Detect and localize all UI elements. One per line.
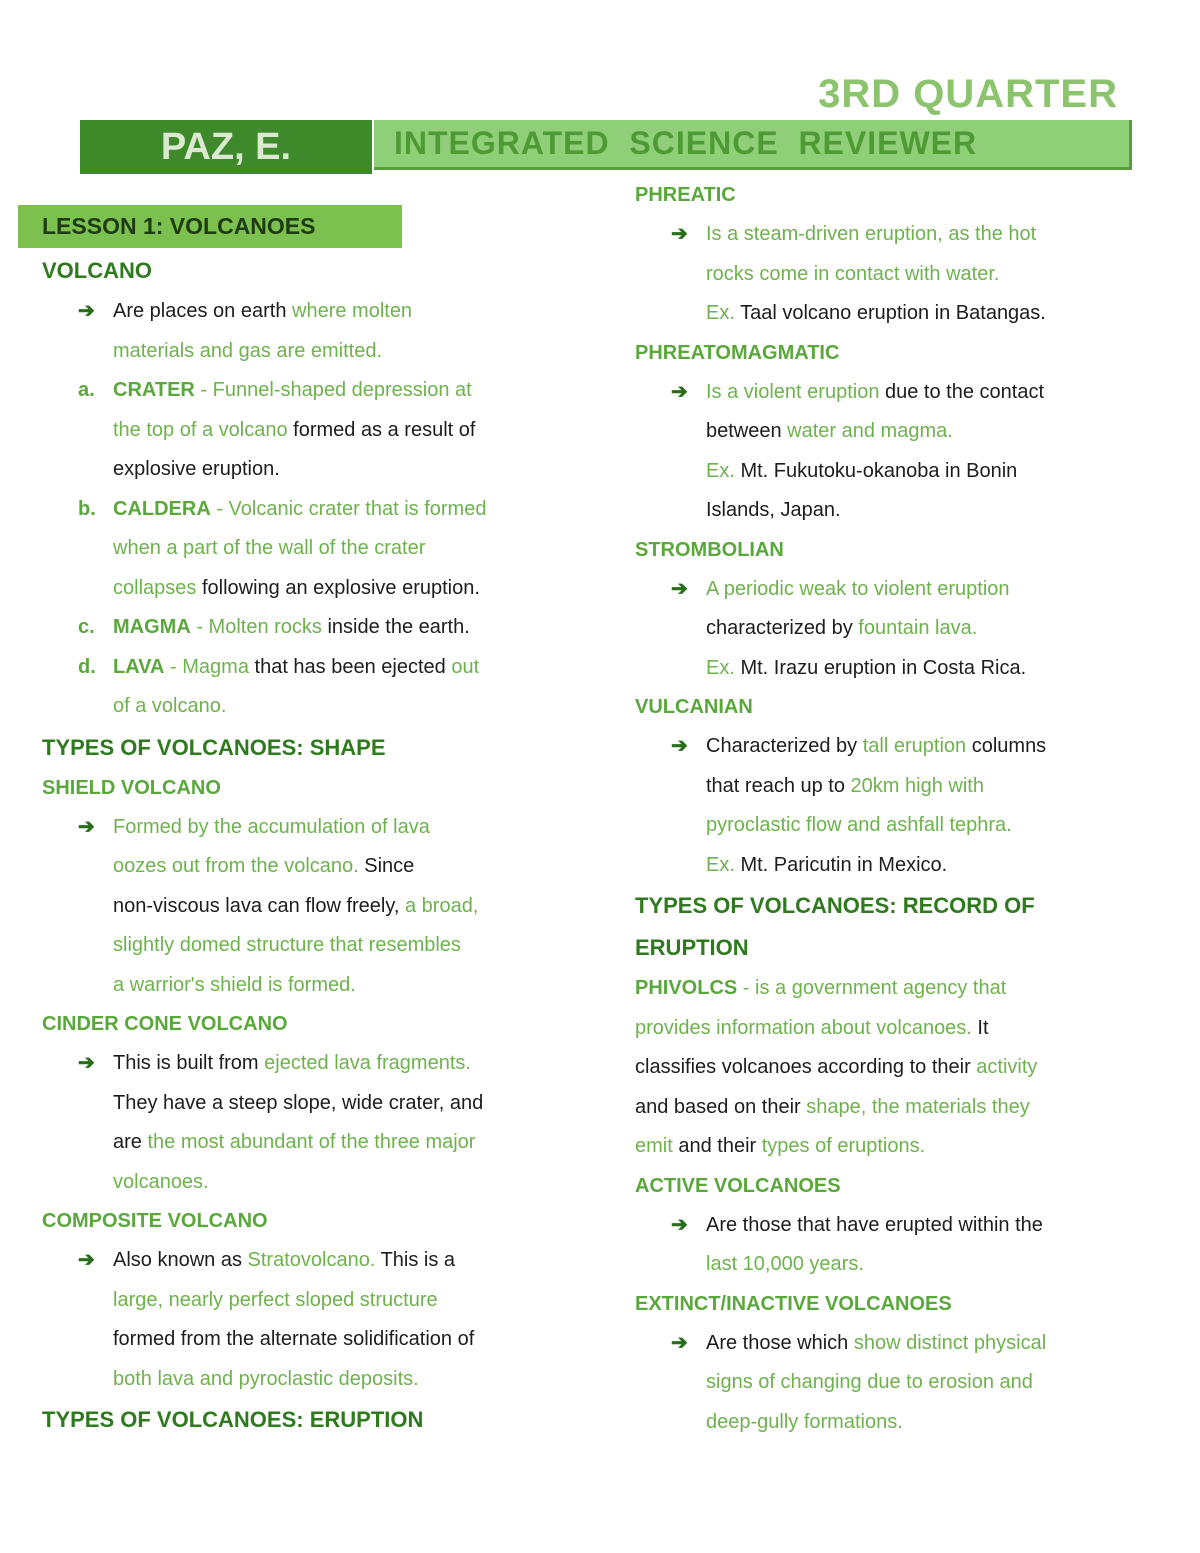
text-line: slightly domed structure that resembles bbox=[113, 934, 461, 956]
arrow-icon: ➔ bbox=[671, 223, 688, 245]
text-line: deep-gully formations. bbox=[706, 1410, 903, 1433]
arrow-icon: ➔ bbox=[78, 300, 95, 322]
term: CRATER bbox=[113, 379, 195, 401]
text: provides information about volcanoes. bbox=[635, 1016, 972, 1039]
list-item bbox=[635, 570, 1155, 610]
text: are bbox=[113, 1131, 148, 1153]
text-line: Islands, Japan. bbox=[706, 499, 841, 521]
list-item bbox=[42, 292, 582, 332]
text-line bbox=[42, 569, 582, 609]
term: LAVA bbox=[113, 655, 165, 678]
text-line bbox=[42, 1123, 582, 1163]
text: A periodic weak to violent eruption bbox=[706, 577, 1010, 600]
arrow-icon: ➔ bbox=[671, 1213, 688, 1236]
term: PHIVOLCS bbox=[635, 977, 738, 999]
text: - Funnel-shaped depression at bbox=[194, 379, 472, 401]
text-line bbox=[635, 609, 1155, 649]
text-line: when a part of the wall of the crater bbox=[113, 537, 426, 559]
list-item bbox=[635, 727, 1155, 767]
text-line bbox=[635, 846, 1155, 886]
lesson-title: LESSON 1: VOLCANOES bbox=[18, 205, 402, 248]
text: Mt. Irazu eruption in Costa Rica. bbox=[734, 656, 1027, 679]
text: out bbox=[451, 655, 480, 678]
text: It bbox=[971, 1016, 989, 1039]
list-item bbox=[42, 648, 582, 688]
text: Ex. bbox=[706, 853, 735, 876]
text-line: rocks come in contact with water. bbox=[706, 262, 1000, 285]
text-line bbox=[635, 412, 1155, 452]
text-line bbox=[635, 1127, 1155, 1167]
text: oozes out from the volcano. bbox=[113, 855, 359, 877]
list-item bbox=[42, 808, 582, 848]
phreatic-heading: PHREATIC bbox=[635, 184, 736, 206]
list-item bbox=[42, 1044, 582, 1084]
text: inside the earth. bbox=[321, 616, 470, 638]
text: types of eruptions. bbox=[761, 1135, 926, 1157]
text-line: materials and gas are emitted. bbox=[113, 339, 383, 362]
text: Characterized by bbox=[706, 735, 863, 757]
text-line bbox=[635, 1088, 1155, 1128]
list-item bbox=[42, 490, 582, 530]
text: Since bbox=[358, 855, 415, 877]
arrow-icon: ➔ bbox=[78, 1249, 95, 1271]
text: a broad, bbox=[404, 894, 479, 917]
arrow-icon: ➔ bbox=[671, 380, 688, 403]
text: formed as a result of bbox=[287, 418, 476, 441]
text: tall eruption bbox=[862, 735, 967, 757]
left-column bbox=[42, 250, 582, 1441]
shield-heading: SHIELD VOLCANO bbox=[42, 776, 221, 799]
text-line bbox=[635, 1048, 1155, 1088]
text: Ex. bbox=[706, 459, 735, 482]
text-line bbox=[635, 294, 1155, 334]
text: ejected lava fragments. bbox=[264, 1052, 471, 1074]
text: columns bbox=[966, 735, 1047, 757]
text: Are those which bbox=[706, 1331, 854, 1354]
text: Mt. Fukutoku-okanoba in Bonin bbox=[734, 459, 1018, 482]
right-column bbox=[635, 176, 1155, 1442]
text-line bbox=[42, 847, 582, 887]
list-letter: a. bbox=[78, 379, 95, 401]
text: following an explosive eruption. bbox=[196, 576, 480, 599]
list-item bbox=[635, 1206, 1155, 1246]
text-line bbox=[42, 887, 582, 927]
arrow-icon: ➔ bbox=[671, 735, 688, 757]
text: show distinct physical bbox=[853, 1331, 1047, 1354]
text: government agency that bbox=[791, 977, 1007, 999]
text-line: pyroclastic flow and ashfall tephra. bbox=[706, 814, 1012, 836]
text: that reach up to bbox=[706, 774, 851, 797]
text-line bbox=[635, 1009, 1155, 1049]
text-line bbox=[635, 969, 1155, 1009]
types-eruption-heading: TYPES OF VOLCANOES: ERUPTION bbox=[42, 1407, 424, 1432]
text: Ex. bbox=[706, 656, 735, 679]
vulcanian-heading: VULCANIAN bbox=[635, 696, 753, 718]
text: water and magma. bbox=[787, 420, 953, 442]
text-line: both lava and pyroclastic deposits. bbox=[113, 1367, 419, 1390]
text-line: a warrior's shield is formed. bbox=[113, 973, 356, 996]
text-line bbox=[635, 649, 1155, 689]
extinct-heading: EXTINCT/INACTIVE VOLCANOES bbox=[635, 1292, 952, 1315]
text-line bbox=[635, 452, 1155, 492]
text: emit bbox=[635, 1135, 673, 1157]
list-item bbox=[635, 373, 1155, 413]
arrow-icon: ➔ bbox=[671, 1331, 688, 1354]
text-line: formed from the alternate solidification of bbox=[113, 1328, 475, 1350]
header-banner bbox=[80, 120, 1135, 174]
text: due to the contact bbox=[879, 380, 1044, 403]
types-shape-heading: TYPES OF VOLCANOES: SHAPE bbox=[42, 734, 386, 760]
cinder-heading: CINDER CONE VOLCANO bbox=[42, 1013, 288, 1035]
text-line: last 10,000 years. bbox=[706, 1253, 864, 1275]
text: - Molten rocks bbox=[190, 616, 322, 638]
text: activity bbox=[976, 1056, 1038, 1078]
list-letter: d. bbox=[78, 655, 96, 678]
text: characterized by bbox=[706, 617, 859, 639]
term: CALDERA bbox=[113, 497, 211, 520]
list-item bbox=[635, 215, 1155, 255]
text: Are those that have erupted within the bbox=[706, 1213, 1043, 1236]
text: classifies volcanoes according to their bbox=[635, 1056, 977, 1078]
text-line: They have a steep slope, wide crater, and bbox=[113, 1091, 484, 1114]
text: Ex. bbox=[706, 302, 735, 324]
text: 20km high with bbox=[850, 774, 984, 797]
text-line: signs of changing due to erosion and bbox=[706, 1371, 1033, 1393]
list-letter: c. bbox=[78, 616, 95, 638]
text: Is a steam-driven eruption, as the hot bbox=[706, 223, 1037, 245]
arrow-icon: ➔ bbox=[671, 577, 688, 600]
list-letter: b. bbox=[78, 497, 96, 520]
text-line: explosive eruption. bbox=[113, 458, 280, 480]
text: and based on their bbox=[635, 1095, 807, 1118]
volcano-heading: VOLCANO bbox=[42, 258, 152, 283]
text: Taal volcano eruption in Batangas. bbox=[734, 302, 1046, 324]
text: Mt. Paricutin in Mexico. bbox=[734, 853, 948, 876]
text: - Magma bbox=[164, 655, 249, 678]
text: This is built from bbox=[113, 1052, 265, 1074]
text: Also known as bbox=[113, 1249, 248, 1271]
composite-heading: COMPOSITE VOLCANO bbox=[42, 1210, 268, 1232]
text: the top of a volcano bbox=[113, 418, 288, 441]
text: - is a bbox=[737, 977, 792, 999]
document-title: INTEGRATED SCIENCE REVIEWER bbox=[374, 120, 1132, 170]
arrow-icon: ➔ bbox=[78, 1052, 95, 1074]
record-heading-line2: ERUPTION bbox=[635, 935, 749, 960]
text: where molten bbox=[292, 300, 413, 322]
list-item bbox=[42, 1241, 582, 1281]
record-heading-line1: TYPES OF VOLCANOES: RECORD OF bbox=[635, 893, 1035, 918]
text: Formed by the accumulation of lava bbox=[113, 815, 430, 838]
list-item bbox=[635, 1324, 1155, 1364]
text: that has been ejected bbox=[248, 655, 452, 678]
text: This is a bbox=[375, 1249, 456, 1271]
quarter-label: 3RD QUARTER bbox=[818, 72, 1118, 116]
strombolian-heading: STROMBOLIAN bbox=[635, 538, 784, 561]
author-name: PAZ, E. bbox=[80, 120, 372, 174]
text: the most abundant of the three major bbox=[147, 1131, 476, 1153]
text-line: volcanoes. bbox=[113, 1170, 209, 1193]
text: and their bbox=[672, 1135, 762, 1157]
text: - Volcanic crater that is formed bbox=[210, 497, 487, 520]
text-line bbox=[635, 767, 1155, 807]
text-line: of a volcano. bbox=[113, 695, 227, 717]
text-line bbox=[42, 411, 582, 451]
text: non-viscous lava can flow freely, bbox=[113, 894, 405, 917]
arrow-icon: ➔ bbox=[78, 815, 95, 838]
text: collapses bbox=[113, 576, 197, 599]
list-item bbox=[42, 608, 582, 648]
text: Is a violent eruption bbox=[706, 380, 880, 403]
text: fountain lava. bbox=[858, 617, 978, 639]
text: Are places on earth bbox=[113, 300, 292, 322]
list-item bbox=[42, 371, 582, 411]
active-heading: ACTIVE VOLCANOES bbox=[635, 1174, 841, 1197]
text: between bbox=[706, 420, 788, 442]
phreatomagmatic-heading: PHREATOMAGMATIC bbox=[635, 341, 840, 364]
text-line: large, nearly perfect sloped structure bbox=[113, 1288, 438, 1311]
term: MAGMA bbox=[113, 616, 191, 638]
text: shape, the materials they bbox=[806, 1095, 1030, 1118]
text: Stratovolcano. bbox=[247, 1249, 376, 1271]
